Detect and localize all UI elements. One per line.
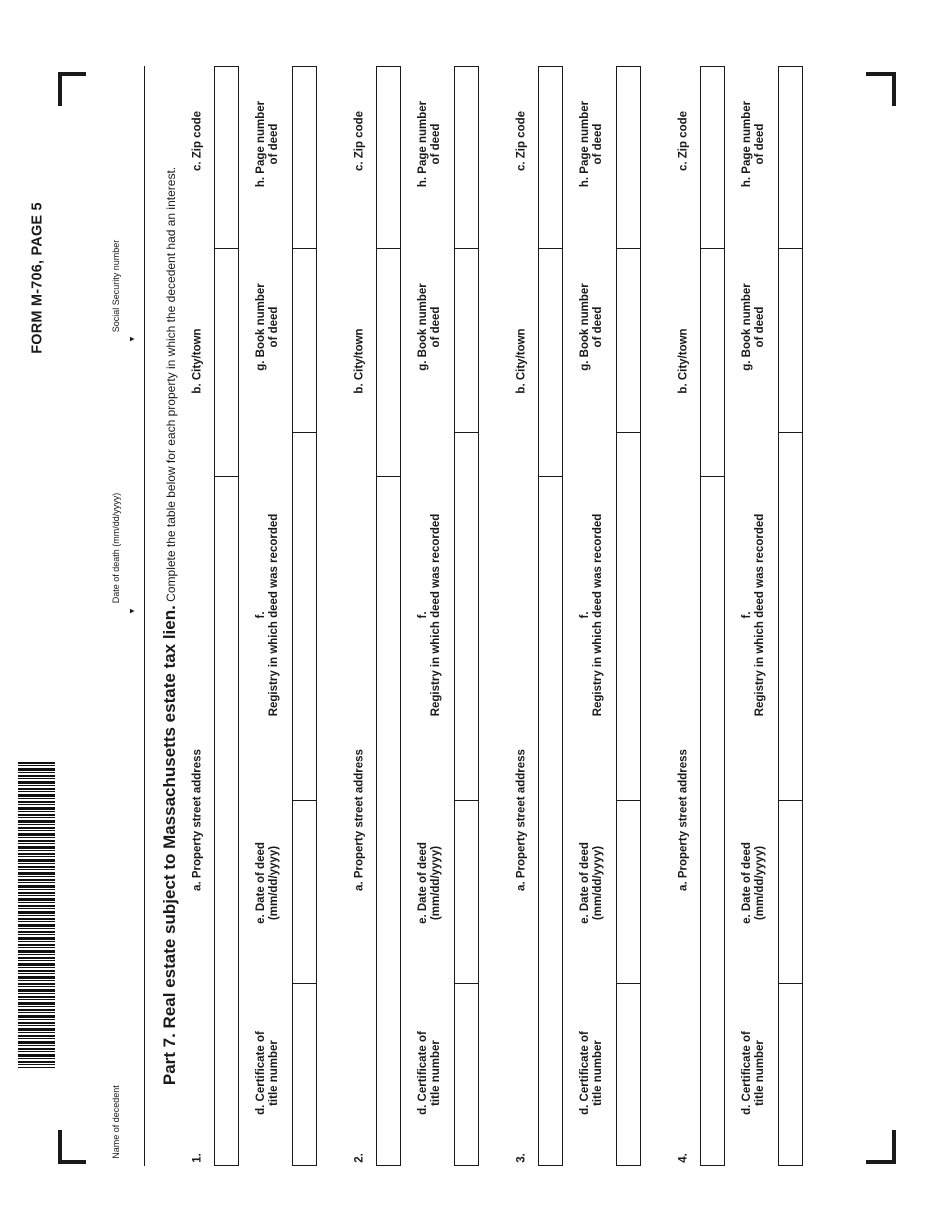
property-1-registry-label-line1: f. [254, 611, 267, 619]
property-1-zip-divider [214, 248, 239, 249]
property-3-page-label-line2: of deed [592, 123, 604, 165]
property-3-certificate-label-line2: title number [592, 1040, 604, 1106]
property-4-deed-details-field[interactable] [778, 66, 803, 1166]
property-4-book-divider [778, 432, 803, 433]
property-4-date-of-deed-label-line1: e. Date of deed [740, 842, 753, 924]
property-4-street-city-zip-field[interactable] [700, 66, 725, 1166]
property-2-certificate-label [417, 1031, 443, 1115]
property-4-number: 4. [677, 1153, 690, 1163]
property-3-date-of-deed-label [579, 842, 605, 924]
property-2-page-divider [454, 248, 479, 249]
property-2-book-label-line2: of deed [430, 306, 442, 348]
property-1-certificate-label [255, 1031, 281, 1115]
property-3-date-divider [616, 983, 641, 984]
property-3-certificate-label-line1: d. Certificate of [578, 1031, 591, 1115]
property-4-certificate-label [741, 1031, 767, 1115]
property-4-registry-label-line1: f. [740, 611, 753, 619]
corner-mark-bottom-left [58, 1130, 86, 1164]
date-of-death-arrow-icon: ▼ [127, 607, 137, 615]
property-1-book-divider [292, 432, 317, 433]
property-1-book-label-line2: of deed [268, 306, 280, 348]
property-3-date-of-deed-label-line2: (mm/dd/yyyy) [592, 845, 604, 921]
property-2-date-divider [454, 983, 479, 984]
property-3-page-label [579, 101, 605, 187]
property-4-page-label-line2: of deed [754, 123, 766, 165]
property-1-zip-label: c. Zip code [191, 110, 204, 172]
property-1-date-of-deed-label [255, 842, 281, 924]
property-4-book-label-line2: of deed [754, 306, 766, 348]
property-4-registry-label-line2: Registry in which deed was recorded [754, 513, 766, 717]
property-1-book-label [255, 283, 281, 371]
property-3-street-label: a. Property street address [515, 749, 528, 891]
property-3-certificate-label [579, 1031, 605, 1115]
property-3-page-divider [616, 248, 641, 249]
property-3-city-divider [538, 476, 563, 477]
property-1-certificate-label-line1: d. Certificate of [254, 1031, 267, 1115]
property-3-book-label-line2: of deed [592, 306, 604, 348]
property-3-page-label-line1: h. Page number [578, 100, 591, 188]
property-3-date-of-deed-label-line1: e. Date of deed [578, 842, 591, 924]
property-2-deed-details-field[interactable] [454, 66, 479, 1166]
property-3-book-label-line1: g. Book number [578, 283, 591, 371]
property-2-street-label: a. Property street address [353, 749, 366, 891]
property-3-number: 3. [515, 1153, 528, 1163]
property-3-registry-label-line2: Registry in which deed was recorded [592, 513, 604, 717]
header-rule [144, 66, 145, 1166]
property-1-date-of-deed-label-line1: e. Date of deed [254, 842, 267, 924]
property-4-registry-divider [778, 800, 803, 801]
property-3-zip-label: c. Zip code [515, 110, 528, 172]
property-2-city-divider [376, 476, 401, 477]
property-4-page-label-line1: h. Page number [740, 100, 753, 188]
property-2-book-label [417, 283, 443, 371]
property-3-zip-divider [538, 248, 563, 249]
property-1-street-label: a. Property street address [191, 749, 204, 891]
decedent-name-label: Name of decedent [110, 1085, 121, 1159]
property-1-certificate-label-line2: title number [268, 1040, 280, 1106]
property-4-certificate-label-line2: title number [754, 1040, 766, 1106]
property-1-registry-divider [292, 800, 317, 801]
property-2-registry-label-line2: Registry in which deed was recorded [430, 513, 442, 717]
property-4-date-of-deed-label-line2: (mm/dd/yyyy) [754, 845, 766, 921]
property-4-book-label [741, 283, 767, 371]
property-1-city-divider [214, 476, 239, 477]
property-2-page-label [417, 101, 443, 187]
form-title: FORM M-706, PAGE 5 [29, 202, 46, 354]
date-of-death-label: Date of death (mm/dd/yyyy) [110, 492, 121, 604]
property-2-book-divider [454, 432, 479, 433]
property-1-date-of-deed-label-line2: (mm/dd/yyyy) [268, 845, 280, 921]
property-4-date-divider [778, 983, 803, 984]
property-2-certificate-label-line1: d. Certificate of [416, 1031, 429, 1115]
property-3-registry-divider [616, 800, 641, 801]
property-1-page-label [255, 101, 281, 187]
property-2-certificate-label-line2: title number [430, 1040, 442, 1106]
property-3-book-label [579, 283, 605, 371]
property-2-date-of-deed-label-line2: (mm/dd/yyyy) [430, 845, 442, 921]
property-4-street-label: a. Property street address [677, 749, 690, 891]
part-7-instructions: Complete the table below for each property in which the decedent had an interest. [164, 166, 179, 606]
property-2-registry-label-line1: f. [416, 611, 429, 619]
corner-mark-top-left [58, 72, 86, 106]
property-2-number: 2. [353, 1153, 366, 1163]
property-1-book-label-line1: g. Book number [254, 283, 267, 371]
property-2-page-label-line1: h. Page number [416, 100, 429, 188]
property-1-registry-label-line2: Registry in which deed was recorded [268, 513, 280, 717]
property-1-registry-label [255, 514, 281, 717]
corner-mark-top-right [866, 72, 896, 106]
property-1-page-label-line2: of deed [268, 123, 280, 165]
property-2-city-label: b. City/town [353, 328, 366, 394]
property-1-page-label-line1: h. Page number [254, 100, 267, 188]
property-2-zip-label: c. Zip code [353, 110, 366, 172]
property-2-page-label-line2: of deed [430, 123, 442, 165]
property-3-registry-label-line1: f. [578, 611, 591, 619]
property-4-page-label [741, 101, 767, 187]
property-4-zip-divider [700, 248, 725, 249]
ssn-arrow-icon: ▼ [127, 335, 137, 343]
property-2-street-city-zip-field[interactable] [376, 66, 401, 1166]
property-3-registry-label [579, 514, 605, 717]
property-4-certificate-label-line1: d. Certificate of [740, 1031, 753, 1115]
property-1-date-divider [292, 983, 317, 984]
property-4-city-divider [700, 476, 725, 477]
property-3-deed-details-field[interactable] [616, 66, 641, 1166]
property-4-page-divider [778, 248, 803, 249]
property-4-zip-label: c. Zip code [677, 110, 690, 172]
property-4-city-label: b. City/town [677, 328, 690, 394]
property-1-page-divider [292, 248, 317, 249]
part-7-title [160, 167, 180, 1085]
property-2-date-of-deed-label-line1: e. Date of deed [416, 842, 429, 924]
property-1-deed-details-field[interactable] [292, 66, 317, 1166]
property-1-number: 1. [191, 1153, 204, 1163]
property-2-registry-label [417, 514, 443, 717]
ssn-label: Social Security number [110, 239, 121, 333]
property-2-registry-divider [454, 800, 479, 801]
property-3-street-city-zip-field[interactable] [538, 66, 563, 1166]
corner-mark-bottom-right [866, 1130, 896, 1164]
property-4-book-label-line1: g. Book number [740, 283, 753, 371]
property-2-zip-divider [376, 248, 401, 249]
property-4-date-of-deed-label [741, 842, 767, 924]
barcode-image [18, 762, 55, 1068]
property-3-city-label: b. City/town [515, 328, 528, 394]
property-4-registry-label [741, 514, 767, 717]
property-3-book-divider [616, 432, 641, 433]
property-1-city-label: b. City/town [191, 328, 204, 394]
property-1-street-city-zip-field[interactable] [214, 66, 239, 1166]
property-2-date-of-deed-label [417, 842, 443, 924]
property-2-book-label-line1: g. Book number [416, 283, 429, 371]
part-7-title-bold: Part 7. Real estate subject to Massachusetts estate tax lien. [160, 605, 180, 1086]
